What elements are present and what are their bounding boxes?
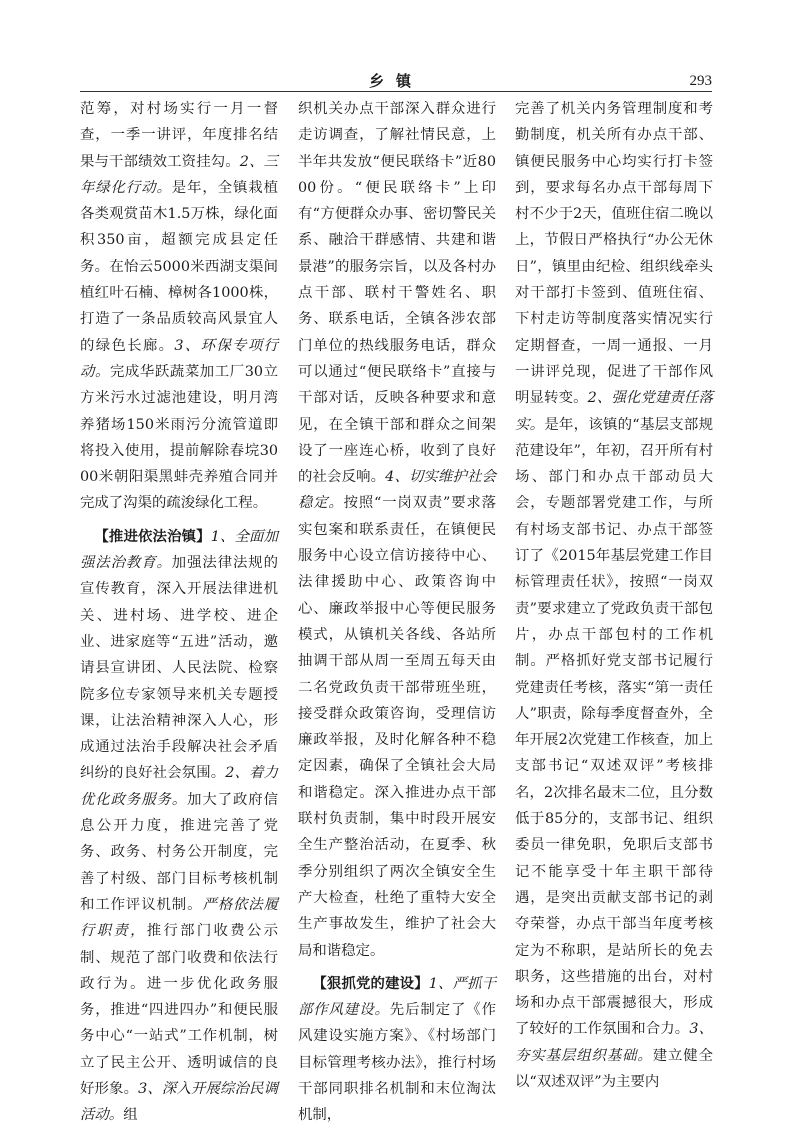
column-1 — [80, 96, 278, 1129]
section-title: 乡镇 — [368, 72, 423, 90]
subheading: 2、三年绿化行动。 — [80, 153, 278, 196]
subheading: 1、严抓干部作风建设。 — [298, 975, 496, 1019]
paragraph-rule-of-law: 【推进依法治镇】1、全面加强法治教育。加强法律法规的宣传教育，深入开展法律进机关、进村场、进学校、进企业、进家庭等“五进”活动，邀请县宣讲团、人民法院、检察院多位专家领导来机关专题授课，让法治精神深入人心，形成通过法治手段解决社会矛盾纠纷的良好社会氛围。2、着力优化政务服务。加大了政府信息公开力度，推进完善了党务、政务、村务公开制度，完善了村级、部门目标考核机制和工作评议机制。严格依法履行职责，推行部门收费公示制、规范了部门收费和依法行政行为。进一步优化政务服务，推进“四进四办”和便民服务中心“一站式”工作机制，树立了民主公开、透明诚信的良好形象。3、深入开展综治民调活动。组 — [80, 527, 278, 1124]
header-rule — [80, 91, 712, 92]
paragraph-stability: 织机关办点干部深入群众进行走访调查，了解社情民意，上半年共发放“便民联络卡”近8000份。“便民联络卡”上印有“方便群众办事、密切警民关系、融洽干群感情、共建和谐景港”的服务宗旨，以及各村办点干部、联村干警姓名、职务、联系电话，全镇各涉农部门单位的热线服务电话，群众可以通过“便民联络卡”直接与干部对话，反映各种要求和意见，在全镇干部和群众之间架设了一座连心桥，收到了良好的社会反响。4、切实维护社会稳定。按照“一岗双责”要求落实包案和联系责任，在镇便民服务中心设立信访接待中心、法律援助中心、政策咨询中心、廉政举报中心等便民服务模式，从镇机关各线、各站所抽调干部从周一至周五每天由二名党政负责干部带班坐班，接受群众政策咨询，受理信访廉政举报，及时化解各种不稳定因素，确保了全镇社会大局和谐稳定。深入推进办点干部联村负责制，集中时段开展安全生产整治活动，在夏季、秋季分别组织了两次全镇安全生产大检查，杜绝了重特大安全生产事故发生，维护了社会大局和谐稳定。 — [298, 101, 496, 959]
page-number: 293 — [689, 73, 712, 89]
paragraph-party-building: 【狠抓党的建设】1、严抓干部作风建设。先后制定了《作风建设实施方案》、《村场部门目标管理考核办法》，推行村场干部同职排名机制和末位淘汰机制， — [298, 974, 496, 1124]
running-header — [80, 58, 712, 90]
subheading: 4、切实维护社会稳定。 — [298, 469, 496, 512]
paragraph-party-responsibility: 完善了机关内务管理制度和考勤制度，机关所有办点干部、镇便民服务中心均实行打卡签到，要求每名办点干部每周下村不少于2天，值班住宿二晚以上，节假日严格执行“办公无休日”，镇里由纪检、组织线牵头对干部打卡签到、值班住宿、下村走访等制度落实情况实行定期督查，一周一通报、一月一讲评兑现，促进了干部作风明显转变。2、强化党建责任落实。是年，该镇的“基层支部规范建设年”，年初，召开所有村场、部门和办点干部动员大会，专题部署党建工作，与所有村场支部书记、办点干部签订了《2015年基层党建工作目标管理责任状》，按照“一岗双责”要求建立了党政负责干部包片，办点干部包村的工作机制。严格抓好党支部书记履行党建责任考核，落实“第一责任人”职责，除每季度督查外，全年开展2次党建工作核查，加上支部书记“双述双评”考核排名，2次排名最末二位，且分数低于85分的，支部书记、组织委员一律免职，免职后支部书记不能享受十年主职干部待遇，是突出贡献支部书记的剥夺荣誉，办点干部当年度考核定为不称职，是站所长的免去职务，这些措施的出台，对村场和办点干部震撼很大，形成了较好的工作氛围和合力。3、夯实基层组织基础。建立健全以“双述双评”为主要内 — [515, 101, 713, 1090]
subheading: 3、深入开展综治民调活动。 — [80, 1080, 278, 1124]
subheading: 2、强化党建责任落实。 — [515, 390, 713, 433]
subheading: 严格依法履行职责， — [80, 896, 278, 940]
subheading: 3、夯实基层组织基础。 — [515, 1021, 713, 1064]
subheading: 2、着力优化政务服务。 — [80, 765, 278, 808]
column-2 — [298, 96, 496, 1129]
section-heading: 【狠抓党的建设】 — [312, 974, 429, 992]
column-3 — [515, 96, 713, 1095]
paragraph-greening: 范筹，对村场实行一月一督查，一季一讲评，年度排名结果与干部绩效工资挂勾。2、三年绿化行动。是年，全镇栽植各类观赏苗木1.5万株，绿化面积350亩，超额完成县定任务。在怡云5000米西湖支渠间植红叶石楠、樟树各1000株，打造了一条品质较高风景宜人的绿色长廊。3、环保专项行动。完成华跃蔬菜加工厂30立方米污水过滤池建设，明月湾养猪场150米雨污分流管道即将投入使用，提前解除春垸3000米朝阳渠黑蚌壳养殖合同并完成了沟渠的疏浚绿化工程。 — [80, 101, 278, 512]
section-heading: 【推进依法治镇】 — [94, 527, 211, 545]
subheading: 1、全面加强法治教育。 — [80, 528, 278, 572]
subheading: 3、环保专项行动。 — [80, 337, 278, 380]
